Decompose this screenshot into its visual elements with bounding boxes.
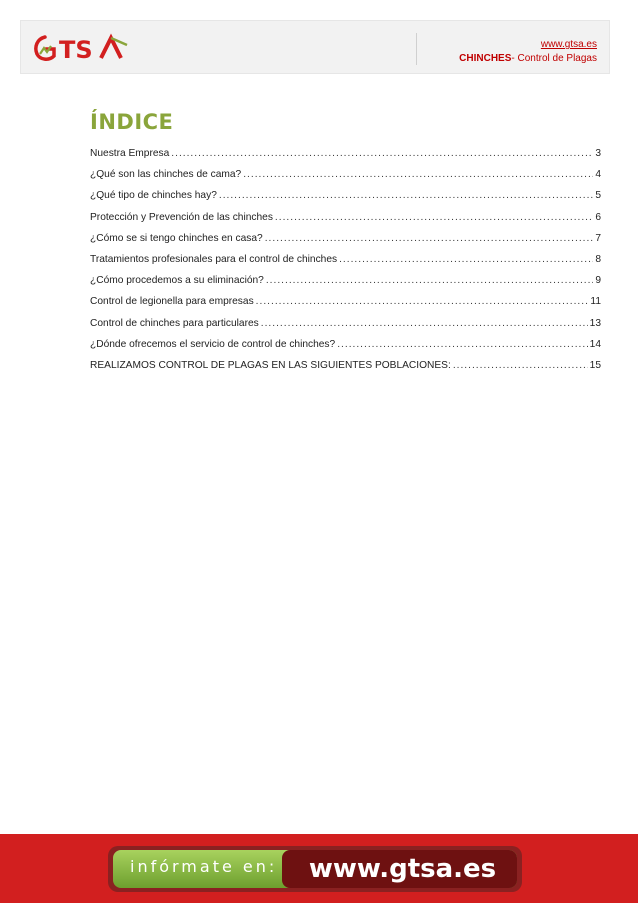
gtsa-logo xyxy=(31,33,151,63)
toc-dot-leader xyxy=(266,275,593,286)
toc-entry-page: 9 xyxy=(595,275,601,287)
toc-entry-label: ¿Dónde ofrecemos el servicio de control de chinches? xyxy=(90,338,336,350)
toc-entry-label: REALIZAMOS CONTROL DE PLAGAS EN LAS SIGUIENTES POBLACIONES: xyxy=(90,359,451,371)
toc-entry-label: Protección y Prevención de las chinches xyxy=(90,211,273,223)
toc-entry[interactable] xyxy=(90,275,601,296)
toc-entry[interactable] xyxy=(90,318,601,339)
toc-dot-leader xyxy=(265,233,594,244)
toc-entry-page: 13 xyxy=(589,317,601,329)
index-title: ÍNDICE xyxy=(90,110,174,134)
toc-dot-leader xyxy=(256,296,589,307)
toc-dot-leader xyxy=(261,318,588,329)
banner-label: infórmate en: xyxy=(130,857,278,876)
toc-entry-label: ¿Qué tipo de chinches hay? xyxy=(90,190,217,202)
toc-dot-leader xyxy=(339,254,593,265)
toc-entry[interactable] xyxy=(90,296,601,317)
toc-entry-page: 8 xyxy=(595,253,601,265)
header-subtitle-strong: CHINCHES xyxy=(459,53,512,64)
table-of-contents xyxy=(90,148,601,381)
header-divider xyxy=(416,33,417,65)
toc-dot-leader xyxy=(337,339,587,350)
toc-entry[interactable] xyxy=(90,190,601,211)
toc-entry-page: 3 xyxy=(595,148,601,159)
toc-entry[interactable] xyxy=(90,212,601,233)
toc-entry-label: ¿Qué son las chinches de cama? xyxy=(90,169,242,181)
toc-dot-leader xyxy=(171,148,593,159)
toc-entry-page: 15 xyxy=(589,359,601,371)
toc-entry[interactable] xyxy=(90,233,601,254)
toc-entry-page: 4 xyxy=(595,169,601,181)
header-url-link[interactable]: www.gtsa.es xyxy=(540,39,597,50)
banner-url-link[interactable]: www.gtsa.es xyxy=(308,854,497,884)
toc-entry-page: 6 xyxy=(595,211,601,223)
toc-entry-page: 14 xyxy=(589,338,601,350)
header-subtitle xyxy=(459,52,597,66)
page-header xyxy=(20,20,610,74)
toc-entry-label: ¿Cómo procedemos a su eliminación? xyxy=(90,275,264,287)
toc-entry[interactable] xyxy=(90,169,601,190)
toc-entry-page: 5 xyxy=(595,190,601,202)
toc-entry-label: Control de chinches para particulares xyxy=(90,317,259,329)
svg-text:TS: TS xyxy=(59,36,93,63)
toc-dot-leader xyxy=(219,190,593,201)
toc-dot-leader xyxy=(453,360,588,371)
toc-entry[interactable] xyxy=(90,148,601,169)
toc-entry-label: Control de legionella para empresas xyxy=(90,296,254,308)
toc-entry[interactable] xyxy=(90,339,601,360)
toc-entry-label: Nuestra Empresa xyxy=(90,148,170,159)
toc-entry-label: Tratamientos profesionales para el control de chinches xyxy=(90,253,338,265)
toc-entry[interactable] xyxy=(90,360,601,381)
header-subtitle-rest: - Control de Plagas xyxy=(511,53,597,64)
toc-dot-leader xyxy=(275,212,593,223)
toc-entry-page: 11 xyxy=(590,296,601,308)
toc-entry-page: 7 xyxy=(595,232,601,244)
header-info xyxy=(459,38,597,66)
toc-entry-label: ¿Cómo se si tengo chinches en casa? xyxy=(90,232,263,244)
toc-entry[interactable] xyxy=(90,254,601,275)
toc-dot-leader xyxy=(243,169,593,180)
footer-banner xyxy=(0,834,638,903)
